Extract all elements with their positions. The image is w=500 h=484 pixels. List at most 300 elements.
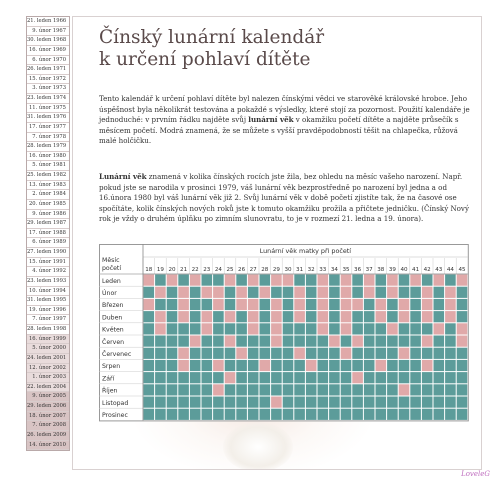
- cell-boy: [318, 348, 329, 359]
- age-tick-label: 32: [307, 267, 315, 273]
- month-label: Červen: [102, 338, 125, 346]
- cell-boy: [271, 372, 282, 383]
- age-tick-label: 29: [272, 267, 280, 273]
- cell-boy: [271, 409, 282, 420]
- cell-boy: [155, 360, 166, 371]
- cell-boy: [283, 299, 294, 310]
- cell-boy: [248, 409, 259, 420]
- timeline-date: 16. únor 1980: [27, 152, 69, 162]
- cell-girl: [352, 299, 363, 310]
- cell-girl: [236, 287, 247, 298]
- cell-boy: [410, 348, 421, 359]
- cell-girl: [294, 287, 305, 298]
- cell-boy: [167, 384, 178, 395]
- cell-boy: [434, 287, 445, 298]
- cell-boy: [422, 384, 433, 395]
- cell-boy: [306, 275, 317, 286]
- cell-boy: [202, 384, 213, 395]
- cell-girl: [178, 299, 189, 310]
- cell-girl: [155, 287, 166, 298]
- cell-boy: [434, 311, 445, 322]
- cell-boy: [306, 397, 317, 408]
- cell-boy: [248, 384, 259, 395]
- timeline-date: 1. únor 2003: [27, 373, 69, 383]
- cell-boy: [178, 384, 189, 395]
- timeline-date: 21. leden 1966: [27, 17, 69, 27]
- cell-boy: [167, 348, 178, 359]
- cell-boy: [422, 275, 433, 286]
- timeline-date: 9. únor 1986: [27, 210, 69, 220]
- cell-boy: [190, 311, 201, 322]
- timeline-date: 2. únor 1984: [27, 190, 69, 200]
- cell-girl: [271, 336, 282, 347]
- cell-boy: [445, 384, 456, 395]
- cell-girl: [445, 287, 456, 298]
- cell-boy: [306, 323, 317, 334]
- cell-boy: [306, 336, 317, 347]
- cell-boy: [306, 384, 317, 395]
- cell-boy: [387, 348, 398, 359]
- cell-girl: [445, 299, 456, 310]
- month-label: Prosinec: [102, 411, 128, 419]
- cell-girl: [352, 372, 363, 383]
- cell-boy: [155, 397, 166, 408]
- timeline-date: 15. únor 1991: [27, 258, 69, 268]
- cell-boy: [260, 299, 271, 310]
- cell-boy: [248, 287, 259, 298]
- cell-boy: [457, 372, 468, 383]
- month-label: Listopad: [102, 399, 129, 407]
- cell-boy: [376, 384, 387, 395]
- timeline-date: 5. únor 2000: [27, 344, 69, 354]
- cell-boy: [248, 397, 259, 408]
- cell-boy: [387, 372, 398, 383]
- cell-boy: [364, 360, 375, 371]
- month-label: Červenec: [102, 350, 132, 358]
- timeline-date: 7. únor 1997: [27, 315, 69, 325]
- cell-girl: [422, 311, 433, 322]
- age-tick-label: 21: [180, 267, 188, 273]
- cell-boy: [399, 287, 410, 298]
- cell-boy: [376, 409, 387, 420]
- cell-girl: [376, 311, 387, 322]
- cell-boy: [225, 323, 236, 334]
- cell-girl: [434, 275, 445, 286]
- cell-girl: [387, 287, 398, 298]
- cell-boy: [341, 397, 352, 408]
- cell-boy: [271, 384, 282, 395]
- cell-boy: [283, 409, 294, 420]
- cell-girl: [213, 299, 224, 310]
- cell-boy: [190, 287, 201, 298]
- cell-boy: [144, 409, 155, 420]
- timeline-date: 30. leden 1968: [27, 36, 69, 46]
- timeline-date: 18. únor 2007: [27, 412, 69, 422]
- timeline-date: 31. leden 1976: [27, 113, 69, 123]
- cell-boy: [225, 287, 236, 298]
- title-line-2: k určení pohlaví dítěte: [99, 49, 311, 70]
- age-tick-label: 36: [354, 267, 362, 273]
- timeline-date: 10. únor 1994: [27, 287, 69, 297]
- cell-boy: [399, 372, 410, 383]
- cell-boy: [399, 409, 410, 420]
- cell-boy: [213, 397, 224, 408]
- cell-boy: [341, 372, 352, 383]
- cell-boy: [190, 360, 201, 371]
- cell-boy: [399, 360, 410, 371]
- cell-girl: [457, 275, 468, 286]
- cell-boy: [306, 348, 317, 359]
- timeline-date: 17. únor 1977: [27, 123, 69, 133]
- logo: LoveleG: [461, 470, 490, 478]
- cell-boy: [190, 299, 201, 310]
- title-line-1: Čínský lunární kalendář: [99, 27, 325, 48]
- cell-boy: [202, 372, 213, 383]
- cell-girl: [318, 287, 329, 298]
- month-label: Únor: [102, 289, 117, 297]
- timeline-date: 19. únor 1996: [27, 306, 69, 316]
- cell-girl: [294, 299, 305, 310]
- timeline-date: 23. leden 1993: [27, 277, 69, 287]
- timeline-date: 7. únor 2008: [27, 421, 69, 431]
- cell-boy: [190, 397, 201, 408]
- cell-girl: [202, 311, 213, 322]
- cell-boy: [213, 372, 224, 383]
- cell-boy: [202, 409, 213, 420]
- cell-boy: [422, 409, 433, 420]
- cell-boy: [364, 299, 375, 310]
- cell-boy: [434, 372, 445, 383]
- cell-girl: [213, 287, 224, 298]
- cell-boy: [236, 336, 247, 347]
- cell-boy: [236, 311, 247, 322]
- age-tick-label: 43: [435, 267, 443, 273]
- cell-girl: [271, 275, 282, 286]
- page-title: [99, 27, 459, 71]
- cell-boy: [236, 409, 247, 420]
- cell-girl: [457, 336, 468, 347]
- cell-boy: [457, 348, 468, 359]
- timeline-date: 27. leden 1990: [27, 248, 69, 258]
- cell-boy: [329, 311, 340, 322]
- cell-boy: [329, 360, 340, 371]
- cell-girl: [318, 275, 329, 286]
- cell-boy: [155, 275, 166, 286]
- timeline-date: 6. únor 1989: [27, 238, 69, 248]
- cell-girl: [364, 287, 375, 298]
- cell-boy: [283, 287, 294, 298]
- gender-calendar-table: [99, 244, 475, 428]
- cell-boy: [399, 397, 410, 408]
- cell-girl: [422, 360, 433, 371]
- cell-boy: [352, 348, 363, 359]
- cell-boy: [260, 409, 271, 420]
- cell-girl: [167, 275, 178, 286]
- cell-boy: [387, 336, 398, 347]
- corner-label-month: Měsíc: [102, 257, 120, 264]
- cell-boy: [202, 336, 213, 347]
- cell-boy: [387, 360, 398, 371]
- timeline-date: 9. únor 2005: [27, 392, 69, 402]
- cell-boy: [202, 348, 213, 359]
- month-label: Květen: [102, 326, 124, 334]
- timeline-date: 17. únor 1988: [27, 229, 69, 239]
- age-tick-label: 28: [261, 267, 269, 273]
- cell-boy: [410, 287, 421, 298]
- cell-girl: [387, 275, 398, 286]
- cell-boy: [167, 299, 178, 310]
- cell-boy: [352, 360, 363, 371]
- cell-boy: [434, 409, 445, 420]
- gender-chart-svg: [99, 244, 475, 428]
- cell-boy: [167, 323, 178, 334]
- cell-boy: [376, 336, 387, 347]
- cell-boy: [434, 360, 445, 371]
- cell-boy: [225, 360, 236, 371]
- cell-boy: [283, 372, 294, 383]
- cell-girl: [445, 311, 456, 322]
- cell-girl: [178, 311, 189, 322]
- cell-boy: [352, 384, 363, 395]
- timeline-date: 29. leden 2006: [27, 402, 69, 412]
- cell-boy: [457, 299, 468, 310]
- cell-girl: [225, 372, 236, 383]
- cell-boy: [271, 360, 282, 371]
- cell-boy: [410, 372, 421, 383]
- cell-boy: [202, 299, 213, 310]
- cell-boy: [294, 360, 305, 371]
- cell-boy: [329, 409, 340, 420]
- cell-girl: [341, 311, 352, 322]
- timeline-date: 26. leden 2009: [27, 431, 69, 441]
- timeline-date: 20. únor 1985: [27, 200, 69, 210]
- age-tick-label: 39: [388, 267, 396, 273]
- cell-boy: [445, 409, 456, 420]
- cell-boy: [352, 409, 363, 420]
- cell-boy: [387, 409, 398, 420]
- cell-girl: [260, 360, 271, 371]
- cell-boy: [387, 311, 398, 322]
- cell-boy: [283, 360, 294, 371]
- cell-boy: [294, 397, 305, 408]
- cell-boy: [144, 336, 155, 347]
- cell-boy: [306, 311, 317, 322]
- age-tick-label: 25: [226, 267, 234, 273]
- cell-boy: [144, 372, 155, 383]
- timeline-date: 16. únor 1969: [27, 46, 69, 56]
- cell-boy: [202, 360, 213, 371]
- cell-boy: [144, 360, 155, 371]
- cell-boy: [294, 336, 305, 347]
- cell-girl: [271, 299, 282, 310]
- cell-boy: [306, 372, 317, 383]
- age-tick-label: 42: [423, 267, 431, 273]
- cell-boy: [410, 360, 421, 371]
- timeline-date: 14. únor 2010: [27, 441, 69, 451]
- timeline-date: 9. únor 1967: [27, 27, 69, 37]
- cell-boy: [155, 372, 166, 383]
- cell-boy: [294, 275, 305, 286]
- cell-boy: [236, 384, 247, 395]
- cell-boy: [352, 311, 363, 322]
- cell-girl: [155, 311, 166, 322]
- cell-boy: [387, 384, 398, 395]
- cell-boy: [283, 384, 294, 395]
- cell-boy: [352, 323, 363, 334]
- timeline-date: 4. únor 1992: [27, 267, 69, 277]
- cell-boy: [410, 397, 421, 408]
- cell-boy: [225, 397, 236, 408]
- cell-boy: [387, 299, 398, 310]
- cell-boy: [294, 372, 305, 383]
- age-tick-label: 23: [203, 267, 211, 273]
- cell-girl: [225, 275, 236, 286]
- cell-boy: [260, 275, 271, 286]
- cell-girl: [329, 336, 340, 347]
- cell-boy: [352, 275, 363, 286]
- timeline-date: 12. únor 2002: [27, 364, 69, 374]
- timeline-date: 5. únor 1981: [27, 161, 69, 171]
- cell-boy: [364, 323, 375, 334]
- cell-boy: [445, 360, 456, 371]
- month-label: Duben: [102, 314, 123, 322]
- cell-boy: [213, 348, 224, 359]
- cell-boy: [225, 384, 236, 395]
- timeline-date: 28. leden 1979: [27, 142, 69, 152]
- cell-boy: [225, 348, 236, 359]
- cell-girl: [236, 348, 247, 359]
- cell-boy: [434, 299, 445, 310]
- cell-boy: [445, 348, 456, 359]
- cell-boy: [260, 336, 271, 347]
- cell-boy: [236, 397, 247, 408]
- cell-girl: [376, 299, 387, 310]
- cell-boy: [236, 275, 247, 286]
- cell-boy: [457, 397, 468, 408]
- flower-highlight: [223, 422, 293, 470]
- month-label: Leden: [102, 277, 121, 285]
- timeline-date: 16. únor 1999: [27, 335, 69, 345]
- cell-boy: [410, 336, 421, 347]
- cell-boy: [178, 336, 189, 347]
- cell-boy: [213, 336, 224, 347]
- cell-boy: [271, 287, 282, 298]
- cell-boy: [364, 336, 375, 347]
- cell-girl: [271, 311, 282, 322]
- cell-boy: [387, 397, 398, 408]
- cell-girl: [283, 275, 294, 286]
- cell-boy: [167, 360, 178, 371]
- cell-girl: [248, 275, 259, 286]
- cell-boy: [283, 323, 294, 334]
- cell-boy: [144, 397, 155, 408]
- cell-boy: [178, 323, 189, 334]
- cell-boy: [213, 311, 224, 322]
- cell-boy: [260, 311, 271, 322]
- cell-girl: [422, 287, 433, 298]
- cell-girl: [364, 275, 375, 286]
- cell-boy: [155, 409, 166, 420]
- cell-boy: [410, 311, 421, 322]
- cell-boy: [236, 360, 247, 371]
- age-tick-label: 27: [249, 267, 257, 273]
- cell-boy: [457, 384, 468, 395]
- cell-girl: [236, 299, 247, 310]
- cell-boy: [422, 397, 433, 408]
- cell-boy: [318, 372, 329, 383]
- cell-boy: [352, 287, 363, 298]
- cell-boy: [376, 287, 387, 298]
- cell-boy: [445, 275, 456, 286]
- cell-boy: [155, 299, 166, 310]
- cell-girl: [178, 348, 189, 359]
- cell-boy: [202, 275, 213, 286]
- cell-boy: [213, 275, 224, 286]
- cell-boy: [144, 311, 155, 322]
- cell-girl: [399, 348, 410, 359]
- cell-boy: [318, 397, 329, 408]
- cell-boy: [329, 384, 340, 395]
- timeline-date: 11. únor 1975: [27, 104, 69, 114]
- cell-girl: [178, 360, 189, 371]
- cell-boy: [236, 372, 247, 383]
- age-tick-label: 26: [238, 267, 246, 273]
- cell-girl: [248, 323, 259, 334]
- age-tick-label: 30: [284, 267, 292, 273]
- cell-boy: [167, 409, 178, 420]
- cell-boy: [399, 336, 410, 347]
- cell-boy: [144, 348, 155, 359]
- cell-girl: [294, 311, 305, 322]
- chart-title: Lunární věk matky při početí: [259, 247, 352, 255]
- cell-boy: [341, 360, 352, 371]
- cell-girl: [422, 299, 433, 310]
- timeline-date: 6. únor 1970: [27, 56, 69, 66]
- cell-boy: [422, 372, 433, 383]
- cell-boy: [283, 348, 294, 359]
- cell-boy: [445, 372, 456, 383]
- cell-boy: [364, 372, 375, 383]
- cell-boy: [329, 348, 340, 359]
- cell-girl: [190, 336, 201, 347]
- cell-boy: [364, 397, 375, 408]
- age-tick-label: 20: [168, 267, 176, 273]
- timeline-date: 23. leden 1974: [27, 94, 69, 104]
- age-tick-label: 38: [377, 267, 385, 273]
- cell-boy: [410, 299, 421, 310]
- cell-boy: [190, 409, 201, 420]
- cell-boy: [410, 409, 421, 420]
- cell-boy: [248, 336, 259, 347]
- cell-boy: [283, 336, 294, 347]
- age-tick-label: 37: [365, 267, 373, 273]
- cell-boy: [318, 336, 329, 347]
- age-tick-label: 45: [458, 267, 466, 273]
- cell-girl: [271, 397, 282, 408]
- cell-boy: [410, 323, 421, 334]
- cell-boy: [306, 409, 317, 420]
- cell-boy: [294, 323, 305, 334]
- cell-boy: [318, 384, 329, 395]
- cell-boy: [271, 348, 282, 359]
- cell-boy: [376, 372, 387, 383]
- cell-girl: [457, 323, 468, 334]
- cell-boy: [202, 397, 213, 408]
- timeline-date: 13. únor 1983: [27, 181, 69, 191]
- age-tick-label: 33: [319, 267, 327, 273]
- intro-paragraph: Tento kalendář k určení pohlaví dítěte byl nalezen čínskými vědci ve starověké královské hrobce. Jeho úspěšnost byla několikrát testována a pokaždé s výsledky, které stojí za pozornost. Použití kalendáře je jednoduché: v prvním řádku najděte svůj lunární věk v okamžiku početí dítěte a najděte průsečík s měsícem početí. Modrá znamená, že se můžete s vyšší pravděpodobností těšit na chlapečka, růžová malé holčičku.: [99, 94, 470, 146]
- cell-boy: [422, 348, 433, 359]
